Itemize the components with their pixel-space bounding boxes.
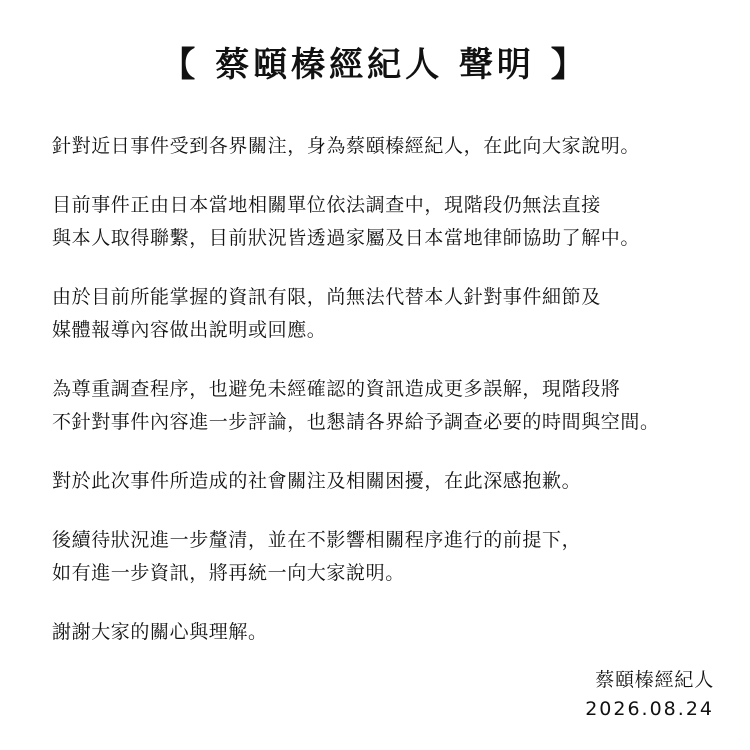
paragraph-line: 如有進一步資訊，將再統一向大家說明。: [52, 562, 405, 584]
paragraph-line: 與本人取得聯繫，目前狀況皆透過家屬及日本當地律師協助了解中。: [52, 227, 641, 249]
statement-body: [52, 130, 722, 649]
paragraph-line: 針對近日事件受到各界關注，身為蔡頤榛經紀人，在此向大家說明。: [52, 135, 641, 157]
signature-block: [585, 666, 714, 724]
paragraph-line: 不針對事件內容進一步評論，也懇請各界給予調查必要的時間與空間。: [52, 411, 660, 433]
paragraph-6: [52, 524, 722, 590]
paragraph-5: [52, 465, 722, 498]
paragraph-3: [52, 281, 722, 347]
paragraph-line: 後續待狀況進一步釐清，並在不影響相關程序進行的前提下，: [52, 529, 582, 551]
statement-title: 【 蔡頤榛經紀人 聲明 】: [161, 45, 589, 85]
paragraph-line: 對於此次事件所造成的社會關注及相關困擾，在此深感抱歉。: [52, 470, 582, 492]
paragraph-7: [52, 616, 722, 649]
signature-name: 蔡頤榛經紀人: [595, 669, 714, 691]
signature-date: 2026.08.24: [585, 698, 714, 720]
paragraph-line: 媒體報導內容做出說明或回應。: [52, 319, 327, 341]
paragraph-line: 由於目前所能掌握的資訊有限，尚無法代替本人針對事件細節及: [52, 286, 601, 308]
paragraph-1: [52, 130, 722, 163]
paragraph-2: [52, 189, 722, 255]
paragraph-line: 目前事件正由日本當地相關單位依法調查中，現階段仍無法直接: [52, 194, 601, 216]
paragraph-line: 為尊重調查程序，也避免未經確認的資訊造成更多誤解，現階段將: [52, 378, 621, 400]
paragraph-line: 謝謝大家的關心與理解。: [52, 621, 268, 643]
paragraph-4: [52, 373, 722, 439]
